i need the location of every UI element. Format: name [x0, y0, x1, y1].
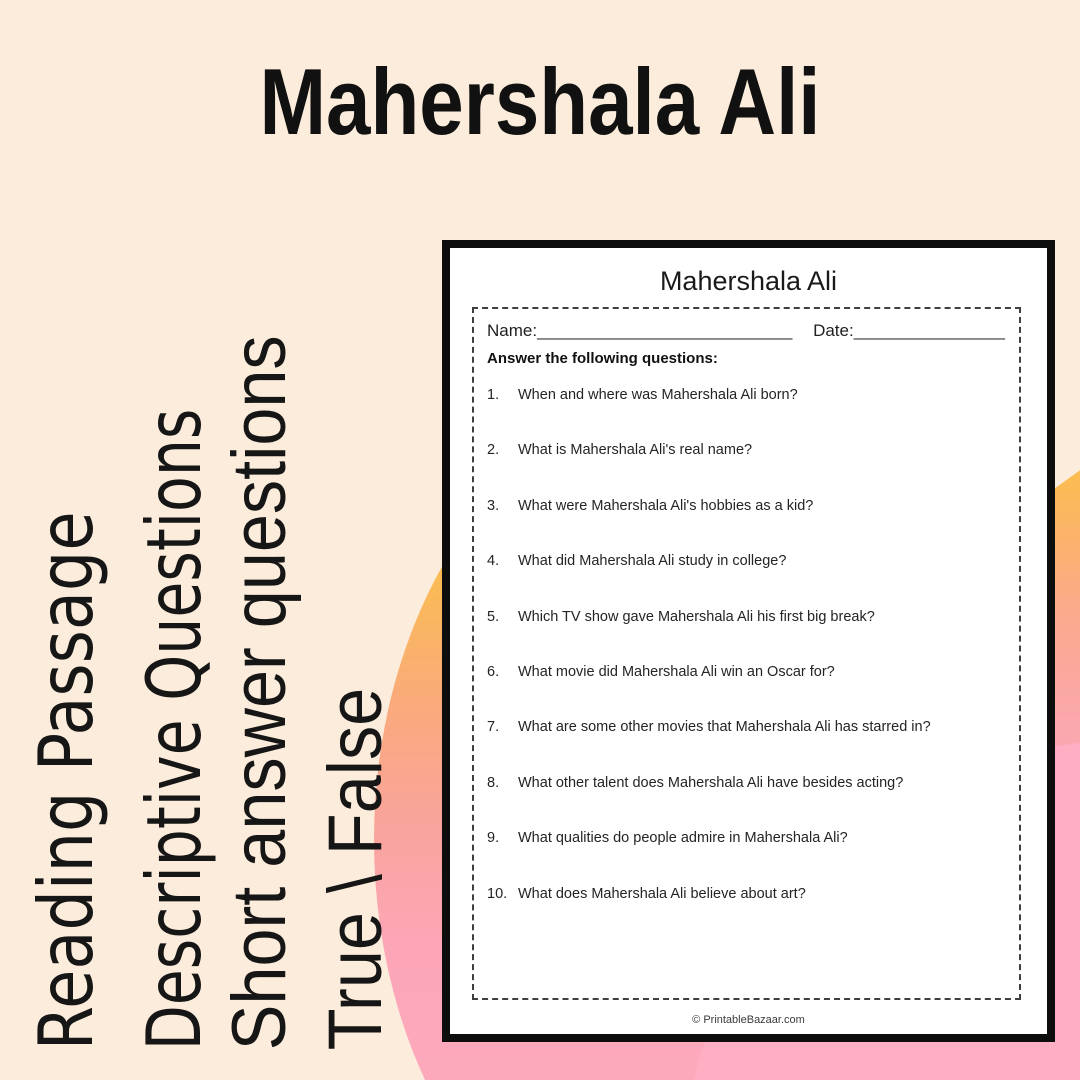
question-row [487, 553, 1005, 608]
question-row [487, 609, 1005, 664]
side-label-short-answer-questions: Short answer questions [216, 335, 302, 1051]
question-text: What were Mahershala Ali's hobbies as a kid? [518, 497, 814, 514]
name-date-row [487, 321, 1005, 341]
date-field [813, 321, 1005, 341]
question-text: When and where was Mahershala Ali born? [518, 387, 798, 403]
poster-title: Mahershala Ali [259, 49, 821, 154]
question-row [487, 886, 1005, 941]
name-blank-line: ___________________________ [537, 321, 793, 340]
question-number: 7. [487, 719, 500, 736]
question-text: What other talent does Mahershala Ali have besides acting? [518, 774, 904, 791]
question-row [487, 775, 1005, 830]
worksheet-title: Mahershala Ali [659, 266, 838, 296]
worksheet-page [442, 240, 1055, 1042]
question-row [487, 442, 1005, 497]
side-label-reading-passage: Reading Passage [21, 511, 110, 1050]
question-number: 4. [487, 553, 500, 570]
question-list [487, 387, 1005, 941]
question-row [487, 664, 1005, 719]
side-label-descriptive-questions: Descriptive Questions [129, 408, 218, 1050]
question-text: What is Mahershala Ali's real name? [518, 442, 753, 459]
question-text: What did Mahershala Ali study in college? [518, 553, 787, 570]
side-label-true-false: True \ False [312, 687, 398, 1050]
worksheet-instruction: Answer the following questions: [487, 350, 718, 367]
question-text: What does Mahershala Ali believe about art? [518, 885, 806, 902]
question-number: 10. [487, 885, 508, 902]
question-number: 5. [487, 608, 500, 625]
question-number: 6. [487, 663, 500, 680]
question-number: 3. [487, 497, 500, 514]
question-number: 8. [487, 774, 500, 791]
copyright-footer: © PrintableBazaar.com [692, 1014, 805, 1026]
question-number: 9. [487, 830, 500, 847]
worksheet-dashed-border [472, 307, 1021, 1000]
question-text: What movie did Mahershala Ali win an Oscar for? [518, 663, 835, 680]
question-number: 1. [487, 387, 500, 403]
question-text: What are some other movies that Mahershala Ali has starred in? [518, 719, 931, 736]
question-row [487, 830, 1005, 885]
name-label: Name: [487, 321, 538, 340]
question-number: 2. [487, 442, 500, 459]
question-text: Which TV show gave Mahershala Ali his first big break? [518, 608, 875, 625]
question-row [487, 719, 1005, 774]
date-label: Date: [813, 321, 854, 340]
date-blank-line: ________________ [853, 321, 1005, 340]
question-text: What qualities do people admire in Mahershala Ali? [518, 830, 848, 847]
question-row [487, 498, 1005, 553]
question-row [487, 387, 1005, 442]
name-field [487, 321, 792, 341]
